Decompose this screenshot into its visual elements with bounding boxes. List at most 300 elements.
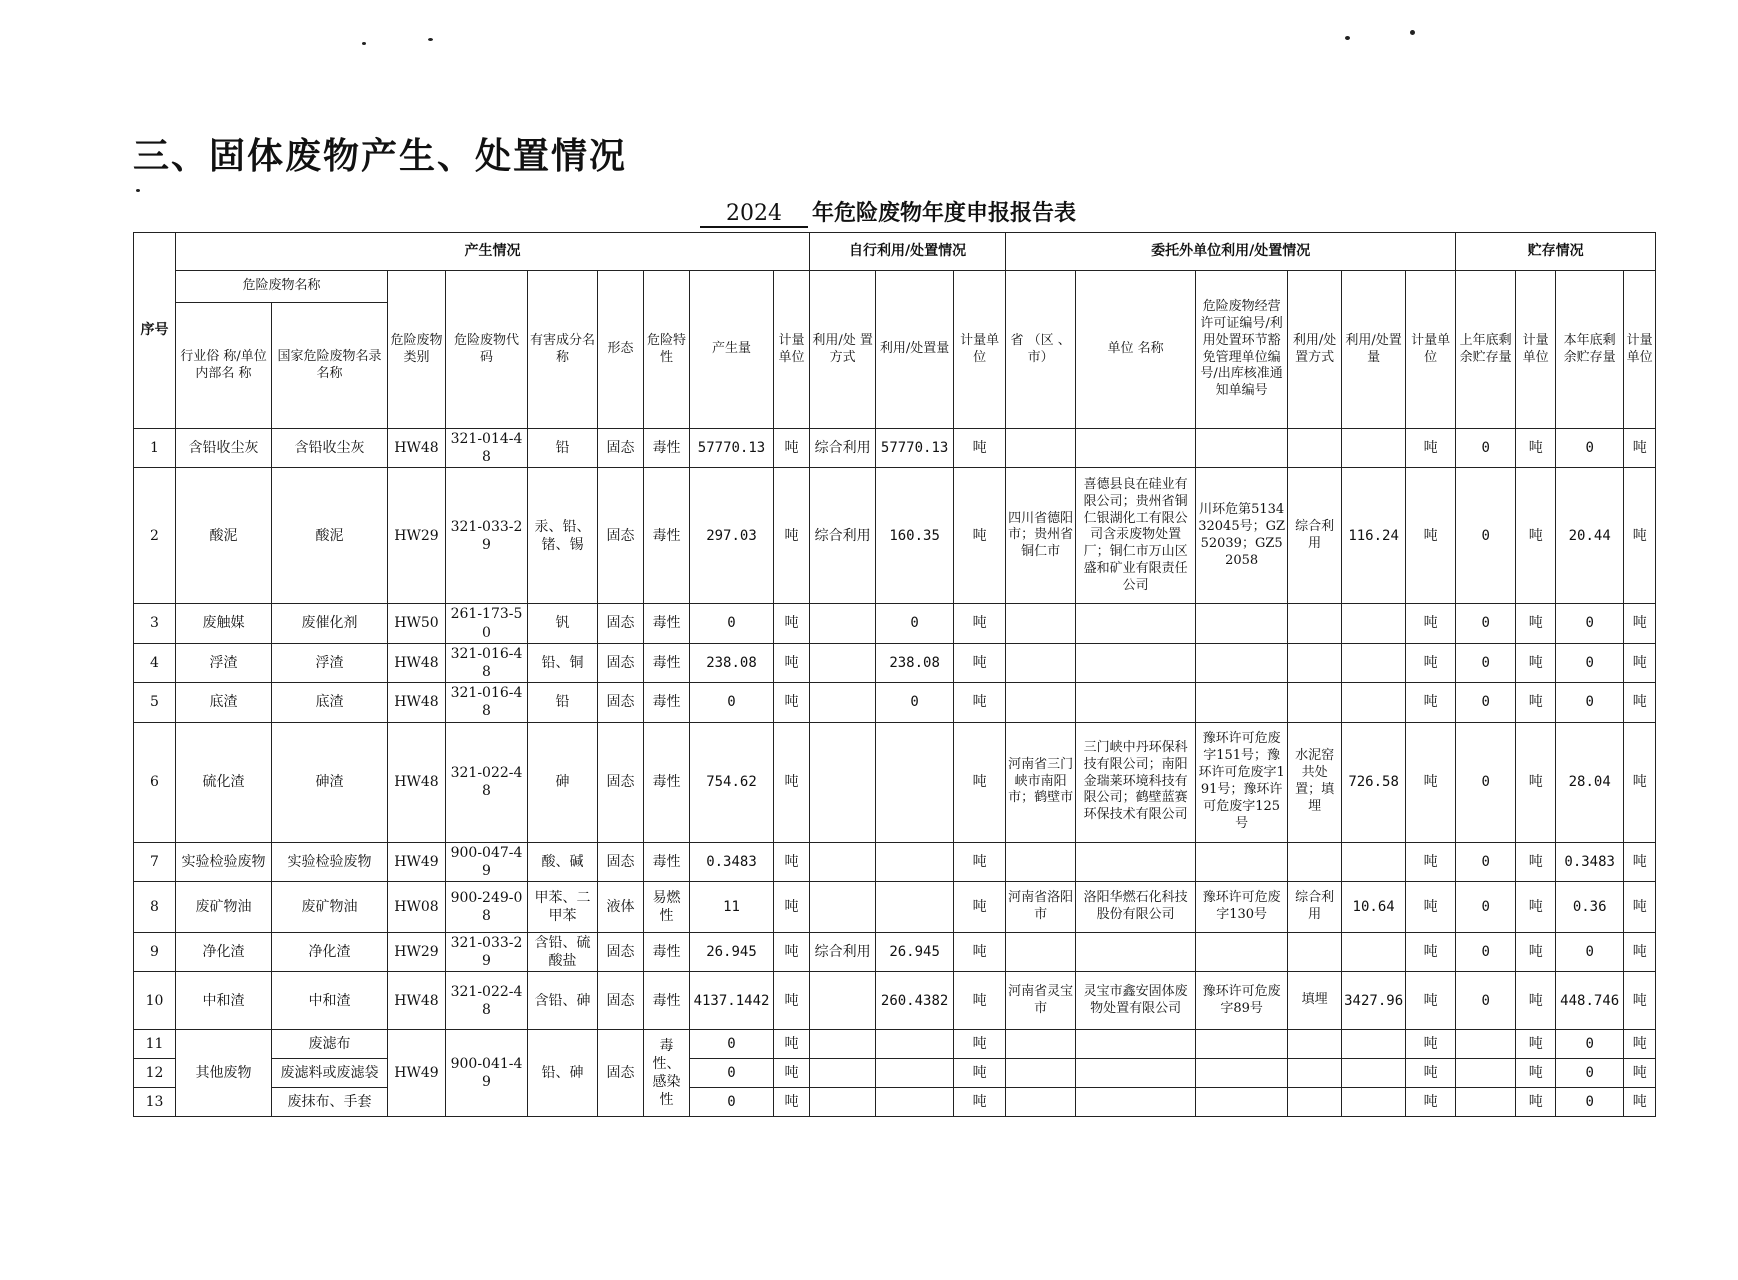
amount-cell: 297.03 (690, 468, 774, 604)
scan-speck (1345, 36, 1350, 40)
out-method-cell (1288, 683, 1342, 722)
property-cell: 毒性 (644, 643, 690, 682)
unit-name-cell (1076, 1030, 1196, 1059)
section-heading: 三、固体废物产生、处置情况 (133, 136, 628, 177)
license-cell (1196, 643, 1288, 682)
seq-cell: 6 (134, 722, 176, 842)
license-cell (1196, 429, 1288, 468)
province-cell (1006, 429, 1076, 468)
prev-storage-header: 上年底剩余贮存量 (1456, 271, 1516, 429)
unit-cell: 吨 (774, 604, 810, 643)
unit-name-header: 单位 名称 (1076, 271, 1196, 429)
province-cell (1006, 1088, 1076, 1117)
curr-unit-header: 计量单位 (1624, 271, 1656, 429)
self-unit-cell: 吨 (954, 842, 1006, 881)
out-unit-cell: 吨 (1406, 842, 1456, 881)
industry-name-header: 行业俗 称/单位 内部名 称 (176, 303, 272, 429)
province-cell: 河南省三门峡市南阳市；鹤壁市 (1006, 722, 1076, 842)
code-cell: 321-016-48 (446, 683, 528, 722)
form-cell: 固态 (598, 429, 644, 468)
hazardous-waste-report-table (133, 232, 1656, 1117)
prev-storage-cell: 0 (1456, 468, 1516, 604)
out-amount-cell (1342, 604, 1406, 643)
property-cell: 毒性 (644, 722, 690, 842)
prev-unit-cell: 吨 (1516, 604, 1556, 643)
out-method-cell: 综合利用 (1288, 468, 1342, 604)
industry-name-cell: 净化渣 (176, 932, 272, 971)
out-amount-cell: 726.58 (1342, 722, 1406, 842)
self-amount-cell: 260.4382 (876, 972, 954, 1030)
form-cell: 固态 (598, 972, 644, 1030)
code-cell: 261-173-50 (446, 604, 528, 643)
province-cell: 河南省灵宝市 (1006, 972, 1076, 1030)
out-amount-cell (1342, 643, 1406, 682)
form-cell: 固态 (598, 683, 644, 722)
out-unit-cell: 吨 (1406, 429, 1456, 468)
national-name-cell: 废抹布、手套 (272, 1088, 388, 1117)
seq-cell: 13 (134, 1088, 176, 1117)
license-cell: 豫环许可危废字89号 (1196, 972, 1288, 1030)
table-row (134, 468, 1656, 604)
prev-storage-cell (1456, 1059, 1516, 1088)
out-unit-cell: 吨 (1406, 972, 1456, 1030)
self-unit-cell: 吨 (954, 1059, 1006, 1088)
industry-name-cell: 硫化渣 (176, 722, 272, 842)
national-name-header: 国家危险废物名录名称 (272, 303, 388, 429)
table-row (134, 429, 1656, 468)
self-method-cell: 综合利用 (810, 468, 876, 604)
category-cell: HW48 (388, 722, 446, 842)
curr-storage-cell: 0 (1556, 1088, 1624, 1117)
seq-cell: 11 (134, 1030, 176, 1059)
prev-unit-cell: 吨 (1516, 1088, 1556, 1117)
national-name-cell: 含铅收尘灰 (272, 429, 388, 468)
self-amount-cell: 57770.13 (876, 429, 954, 468)
national-name-cell: 废催化剂 (272, 604, 388, 643)
unit-name-cell (1076, 1088, 1196, 1117)
form-cell: 固态 (598, 932, 644, 971)
table-row (134, 1059, 1656, 1088)
prev-unit-cell: 吨 (1516, 881, 1556, 932)
seq-cell: 3 (134, 604, 176, 643)
group-header-row (134, 233, 1656, 271)
seq-cell: 5 (134, 683, 176, 722)
license-cell (1196, 932, 1288, 971)
unit-cell: 吨 (774, 972, 810, 1030)
prev-unit-cell: 吨 (1516, 683, 1556, 722)
table-row (134, 932, 1656, 971)
national-name-cell: 废矿物油 (272, 881, 388, 932)
self-unit-cell: 吨 (954, 932, 1006, 971)
national-name-cell: 净化渣 (272, 932, 388, 971)
out-method-cell (1288, 429, 1342, 468)
curr-storage-cell: 0 (1556, 604, 1624, 643)
component-cell: 铅 (528, 429, 598, 468)
curr-storage-cell: 0 (1556, 683, 1624, 722)
curr-storage-cell: 0 (1556, 1059, 1624, 1088)
seq-cell: 1 (134, 429, 176, 468)
self-unit-cell: 吨 (954, 468, 1006, 604)
industry-name-cell: 废触媒 (176, 604, 272, 643)
curr-storage-cell: 448.746 (1556, 972, 1624, 1030)
unit-cell: 吨 (774, 722, 810, 842)
component-cell: 含铅、硫酸盐 (528, 932, 598, 971)
out-method-cell: 填埋 (1288, 972, 1342, 1030)
component-header: 有害成分名称 (528, 271, 598, 429)
self-unit-cell: 吨 (954, 1030, 1006, 1059)
seq-cell: 4 (134, 643, 176, 682)
self-method-cell: 综合利用 (810, 932, 876, 971)
curr-storage-cell: 0 (1556, 429, 1624, 468)
national-name-cell: 砷渣 (272, 722, 388, 842)
out-method-cell: 综合利用 (1288, 881, 1342, 932)
scan-speck (136, 189, 140, 192)
self-method-cell (810, 722, 876, 842)
curr-storage-cell: 0 (1556, 1030, 1624, 1059)
province-cell (1006, 643, 1076, 682)
curr-unit-cell: 吨 (1624, 722, 1656, 842)
unit-name-cell: 洛阳华燃石化科技股份有限公司 (1076, 881, 1196, 932)
unit-name-cell (1076, 842, 1196, 881)
prev-storage-cell: 0 (1456, 604, 1516, 643)
national-name-cell: 浮渣 (272, 643, 388, 682)
out-amount-cell (1342, 683, 1406, 722)
form-header: 形态 (598, 271, 644, 429)
national-name-cell: 废滤布 (272, 1030, 388, 1059)
curr-unit-cell: 吨 (1624, 604, 1656, 643)
prev-unit-cell: 吨 (1516, 972, 1556, 1030)
form-cell: 固态 (598, 604, 644, 643)
national-name-cell: 酸泥 (272, 468, 388, 604)
form-cell: 固态 (598, 842, 644, 881)
self-amount-cell (876, 842, 954, 881)
property-cell: 易燃性 (644, 881, 690, 932)
code-cell: 900-047-49 (446, 842, 528, 881)
curr-unit-cell: 吨 (1624, 1030, 1656, 1059)
self-unit-cell: 吨 (954, 722, 1006, 842)
code-cell: 321-033-29 (446, 468, 528, 604)
form-cell: 液体 (598, 881, 644, 932)
self-amount-cell: 160.35 (876, 468, 954, 604)
curr-storage-cell: 20.44 (1556, 468, 1624, 604)
out-amount-header: 利用/处置量 (1342, 271, 1406, 429)
prev-storage-cell: 0 (1456, 683, 1516, 722)
unit-header: 计量单位 (774, 271, 810, 429)
curr-unit-cell: 吨 (1624, 842, 1656, 881)
out-unit-cell: 吨 (1406, 1088, 1456, 1117)
amount-cell: 4137.1442 (690, 972, 774, 1030)
seq-header: 序号 (134, 233, 176, 429)
amount-cell: 0 (690, 683, 774, 722)
seq-cell: 12 (134, 1059, 176, 1088)
out-amount-cell (1342, 842, 1406, 881)
prev-unit-cell: 吨 (1516, 429, 1556, 468)
unit-name-cell: 喜德县良在硅业有限公司；贵州省铜仁银湖化工有限公司含汞废物处置厂；铜仁市万山区盛和矿业有限责任公司 (1076, 468, 1196, 604)
seq-cell: 9 (134, 932, 176, 971)
self-amount-cell (876, 881, 954, 932)
waste-name-header: 危险废物名称 (176, 271, 388, 303)
outsourced-group-header: 委托外单位利用/处置情况 (1006, 233, 1456, 271)
column-header-row (134, 271, 1656, 303)
category-cell: HW48 (388, 683, 446, 722)
unit-cell: 吨 (774, 683, 810, 722)
unit-name-cell (1076, 1059, 1196, 1088)
out-method-cell (1288, 1030, 1342, 1059)
province-cell (1006, 604, 1076, 643)
prev-storage-cell (1456, 1030, 1516, 1059)
amount-cell: 57770.13 (690, 429, 774, 468)
industry-name-cell: 废矿物油 (176, 881, 272, 932)
out-unit-cell: 吨 (1406, 1030, 1456, 1059)
province-cell: 河南省洛阳市 (1006, 881, 1076, 932)
self-method-header: 利用/处 置 方式 (810, 271, 876, 429)
category-cell: HW48 (388, 972, 446, 1030)
province-cell: 四川省德阳市；贵州省铜仁市 (1006, 468, 1076, 604)
industry-name-cell: 含铅收尘灰 (176, 429, 272, 468)
property-cell: 毒性 (644, 604, 690, 643)
amount-cell: 11 (690, 881, 774, 932)
self-method-cell (810, 1088, 876, 1117)
prev-storage-cell: 0 (1456, 842, 1516, 881)
category-header: 危险废物类别 (388, 271, 446, 429)
out-unit-cell: 吨 (1406, 722, 1456, 842)
license-cell (1196, 1088, 1288, 1117)
unit-name-cell (1076, 643, 1196, 682)
out-method-cell (1288, 604, 1342, 643)
curr-unit-cell: 吨 (1624, 881, 1656, 932)
category-cell: HW49 (388, 1030, 446, 1117)
amount-cell: 0 (690, 604, 774, 643)
out-method-header: 利用/处置方式 (1288, 271, 1342, 429)
table-row (134, 643, 1656, 682)
category-cell: HW50 (388, 604, 446, 643)
prev-unit-cell: 吨 (1516, 842, 1556, 881)
prev-storage-cell: 0 (1456, 429, 1516, 468)
unit-name-cell (1076, 604, 1196, 643)
prev-storage-cell: 0 (1456, 881, 1516, 932)
prev-storage-cell (1456, 1088, 1516, 1117)
component-cell: 甲苯、二甲苯 (528, 881, 598, 932)
unit-cell: 吨 (774, 881, 810, 932)
form-cell: 固态 (598, 722, 644, 842)
out-method-cell (1288, 1088, 1342, 1117)
license-cell (1196, 1030, 1288, 1059)
national-name-cell: 实验检验废物 (272, 842, 388, 881)
component-cell: 汞、铅、锗、锡 (528, 468, 598, 604)
prev-storage-cell: 0 (1456, 722, 1516, 842)
property-header: 危险特性 (644, 271, 690, 429)
self-method-cell (810, 1059, 876, 1088)
unit-name-cell (1076, 683, 1196, 722)
property-cell: 毒性 (644, 932, 690, 971)
self-method-cell (810, 1030, 876, 1059)
self-amount-cell (876, 1030, 954, 1059)
storage-group-header: 贮存情况 (1456, 233, 1656, 271)
out-amount-cell (1342, 1059, 1406, 1088)
prev-unit-cell: 吨 (1516, 1030, 1556, 1059)
amount-cell: 0 (690, 1059, 774, 1088)
self-unit-cell: 吨 (954, 429, 1006, 468)
other-waste-rows (134, 1030, 1656, 1117)
component-cell: 铅、砷 (528, 1030, 598, 1117)
industry-name-cell: 底渣 (176, 683, 272, 722)
form-cell: 固态 (598, 643, 644, 682)
out-unit-cell: 吨 (1406, 468, 1456, 604)
province-cell (1006, 932, 1076, 971)
out-method-cell (1288, 1059, 1342, 1088)
unit-name-cell (1076, 429, 1196, 468)
component-cell: 铅 (528, 683, 598, 722)
seq-cell: 8 (134, 881, 176, 932)
prev-unit-cell: 吨 (1516, 643, 1556, 682)
industry-name-cell: 中和渣 (176, 972, 272, 1030)
out-amount-cell (1342, 429, 1406, 468)
code-cell: 321-014-48 (446, 429, 528, 468)
category-cell: HW08 (388, 881, 446, 932)
code-cell: 900-041-49 (446, 1030, 528, 1117)
component-cell: 钒 (528, 604, 598, 643)
curr-unit-cell: 吨 (1624, 683, 1656, 722)
self-amount-cell (876, 1059, 954, 1088)
curr-storage-cell: 0 (1556, 643, 1624, 682)
out-method-cell (1288, 842, 1342, 881)
industry-name-cell: 浮渣 (176, 643, 272, 682)
out-unit-header: 计量单位 (1406, 271, 1456, 429)
property-cell: 毒性 (644, 972, 690, 1030)
code-cell: 321-022-48 (446, 722, 528, 842)
curr-unit-cell: 吨 (1624, 1088, 1656, 1117)
code-cell: 321-022-48 (446, 972, 528, 1030)
category-cell: HW29 (388, 468, 446, 604)
out-unit-cell: 吨 (1406, 881, 1456, 932)
out-amount-cell: 10.64 (1342, 881, 1406, 932)
category-cell: HW48 (388, 643, 446, 682)
production-group-header: 产生情况 (176, 233, 810, 271)
self-method-cell (810, 643, 876, 682)
unit-name-cell: 灵宝市鑫安固体废物处置有限公司 (1076, 972, 1196, 1030)
self-unit-cell: 吨 (954, 604, 1006, 643)
scan-speck (428, 38, 433, 41)
out-unit-cell: 吨 (1406, 604, 1456, 643)
table-row (134, 1030, 1656, 1059)
out-amount-cell: 116.24 (1342, 468, 1406, 604)
self-method-cell (810, 683, 876, 722)
national-name-cell: 中和渣 (272, 972, 388, 1030)
self-use-group-header: 自行利用/处置情况 (810, 233, 1006, 271)
curr-storage-cell: 0.36 (1556, 881, 1624, 932)
out-unit-cell: 吨 (1406, 1059, 1456, 1088)
license-cell: 豫环许可危废字151号；豫环许可危废字191号；豫环许可危废字125号 (1196, 722, 1288, 842)
amount-cell: 0.3483 (690, 842, 774, 881)
curr-storage-cell: 0 (1556, 932, 1624, 971)
self-unit-cell: 吨 (954, 643, 1006, 682)
national-name-cell: 底渣 (272, 683, 388, 722)
unit-cell: 吨 (774, 842, 810, 881)
curr-storage-cell: 0.3483 (1556, 842, 1624, 881)
curr-unit-cell: 吨 (1624, 468, 1656, 604)
prev-unit-header: 计量单位 (1516, 271, 1556, 429)
property-cell: 毒性、感染性 (644, 1030, 690, 1117)
curr-unit-cell: 吨 (1624, 643, 1656, 682)
code-cell: 321-016-48 (446, 643, 528, 682)
self-amount-cell: 26.945 (876, 932, 954, 971)
industry-name-cell: 实验检验废物 (176, 842, 272, 881)
unit-name-cell (1076, 932, 1196, 971)
self-amount-cell: 0 (876, 683, 954, 722)
out-unit-cell: 吨 (1406, 932, 1456, 971)
seq-cell: 10 (134, 972, 176, 1030)
property-cell: 毒性 (644, 468, 690, 604)
self-unit-header: 计量单位 (954, 271, 1006, 429)
out-method-cell: 水泥窑共处置；填埋 (1288, 722, 1342, 842)
province-cell (1006, 1059, 1076, 1088)
table-row (134, 1088, 1656, 1117)
self-amount-header: 利用/处置量 (876, 271, 954, 429)
self-unit-cell: 吨 (954, 1088, 1006, 1117)
license-cell (1196, 842, 1288, 881)
table-row (134, 972, 1656, 1030)
seq-cell: 2 (134, 468, 176, 604)
curr-unit-cell: 吨 (1624, 1059, 1656, 1088)
category-cell: HW48 (388, 429, 446, 468)
scan-speck (1410, 30, 1415, 35)
out-amount-cell (1342, 1088, 1406, 1117)
curr-unit-cell: 吨 (1624, 932, 1656, 971)
component-cell: 含铅、砷 (528, 972, 598, 1030)
self-method-cell (810, 604, 876, 643)
prev-unit-cell: 吨 (1516, 468, 1556, 604)
industry-name-cell: 酸泥 (176, 468, 272, 604)
province-cell (1006, 1030, 1076, 1059)
amount-cell: 26.945 (690, 932, 774, 971)
unit-cell: 吨 (774, 429, 810, 468)
component-cell: 铅、铜 (528, 643, 598, 682)
curr-unit-cell: 吨 (1624, 429, 1656, 468)
category-cell: HW49 (388, 842, 446, 881)
out-method-cell (1288, 643, 1342, 682)
self-method-cell: 综合利用 (810, 429, 876, 468)
unit-cell: 吨 (774, 932, 810, 971)
self-method-cell (810, 972, 876, 1030)
amount-cell: 238.08 (690, 643, 774, 682)
table-row (134, 842, 1656, 881)
out-unit-cell: 吨 (1406, 683, 1456, 722)
property-cell: 毒性 (644, 429, 690, 468)
seq-cell: 7 (134, 842, 176, 881)
table-row (134, 722, 1656, 842)
curr-unit-cell: 吨 (1624, 972, 1656, 1030)
province-cell (1006, 683, 1076, 722)
curr-storage-header: 本年底剩余贮存量 (1556, 271, 1624, 429)
report-title (700, 196, 1076, 228)
form-cell: 固态 (598, 1030, 644, 1117)
self-amount-cell (876, 1088, 954, 1117)
unit-cell: 吨 (774, 468, 810, 604)
out-amount-cell (1342, 1030, 1406, 1059)
province-cell (1006, 842, 1076, 881)
license-header: 危险废物经营许可证编号/利用处置环节豁免管理单位编号/出库核准通知单编号 (1196, 271, 1288, 429)
unit-name-cell: 三门峡中丹环保科技有限公司；南阳金瑞莱环境科技有限公司；鹤壁蓝赛环保技术有限公司 (1076, 722, 1196, 842)
unit-cell: 吨 (774, 1030, 810, 1059)
property-cell: 毒性 (644, 683, 690, 722)
industry-name-cell: 其他废物 (176, 1030, 272, 1117)
curr-storage-cell: 28.04 (1556, 722, 1624, 842)
license-cell (1196, 683, 1288, 722)
prev-unit-cell: 吨 (1516, 1059, 1556, 1088)
table-row (134, 881, 1656, 932)
license-cell: 豫环许可危废字130号 (1196, 881, 1288, 932)
self-unit-cell: 吨 (954, 683, 1006, 722)
